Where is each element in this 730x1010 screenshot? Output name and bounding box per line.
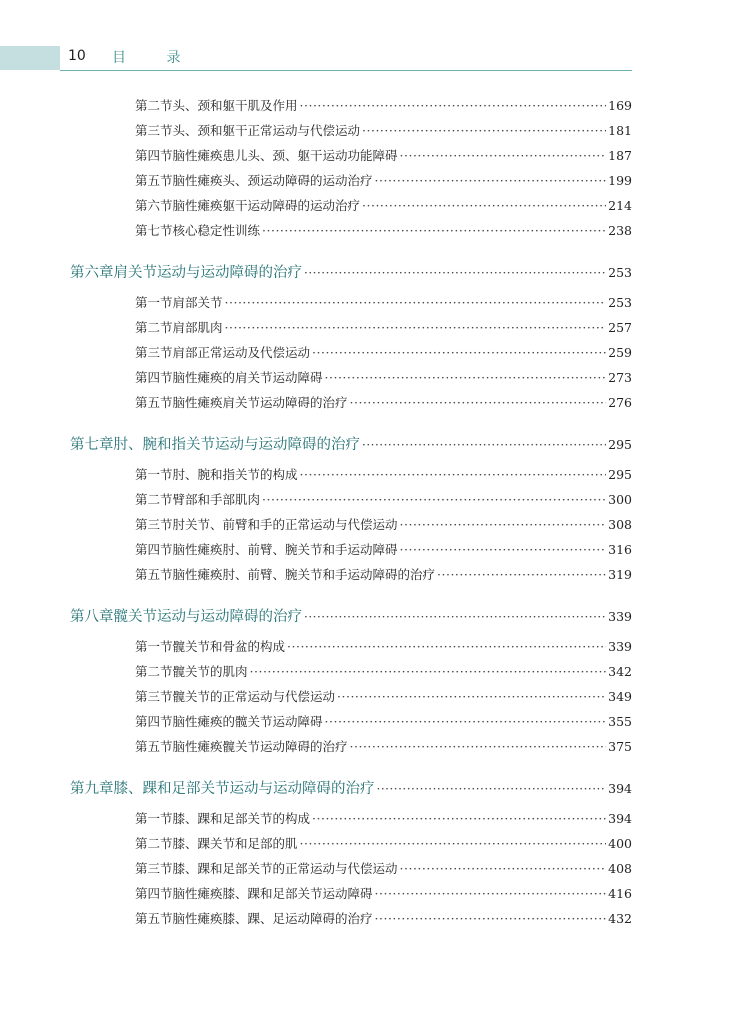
toc-entry-label: 第三节	[135, 345, 173, 360]
toc-section-entry[interactable]	[135, 196, 632, 214]
dot-leader	[262, 492, 606, 507]
toc-entry-page-number: 339	[608, 609, 632, 624]
toc-section-entry[interactable]	[135, 221, 632, 239]
toc-entry-page-number: 394	[608, 781, 632, 796]
dot-leader	[400, 517, 607, 532]
toc-chapter-entry[interactable]	[70, 433, 632, 453]
toc-entry-label: 第七节	[135, 223, 173, 238]
toc-entry-label: 第二节	[135, 492, 173, 507]
toc-entry-title: 脑性瘫痪头、颈运动障碍的运动治疗	[172, 173, 373, 188]
dot-leader	[250, 664, 607, 679]
toc-section-entry[interactable]	[135, 712, 632, 730]
toc-entry-page-number: 253	[608, 265, 632, 280]
toc-section-entry[interactable]	[135, 637, 632, 655]
dot-leader	[300, 467, 607, 482]
dot-leader	[225, 295, 607, 310]
toc-entry-title: 头、颈和躯干肌及作用	[172, 98, 298, 113]
toc-section-entry[interactable]	[135, 884, 632, 902]
toc-section-entry[interactable]	[135, 146, 632, 164]
toc-entry-page-number: 295	[608, 467, 632, 482]
toc-entry-page-number: 273	[608, 370, 632, 385]
toc-entry-page-number: 238	[608, 223, 632, 238]
toc-entry-title: 肩部正常运动及代偿运动	[172, 345, 311, 360]
toc-entry-page-number: 181	[608, 123, 632, 138]
toc-section-entry[interactable]	[135, 859, 632, 877]
dot-leader	[312, 811, 606, 826]
toc-chapter-entry[interactable]	[70, 605, 632, 625]
toc-entry-label: 第三节	[135, 689, 173, 704]
dot-leader	[225, 320, 607, 335]
toc-entry-label: 第四节	[135, 714, 173, 729]
toc-entry-title: 脑性瘫痪患儿头、颈、躯干运动功能障碍	[172, 148, 398, 163]
toc-entry-page-number: 214	[608, 198, 632, 213]
toc-section-entry[interactable]	[135, 171, 632, 189]
toc-entry-page-number: 253	[608, 295, 632, 310]
toc-section-entry[interactable]	[135, 318, 632, 336]
dot-leader	[304, 266, 606, 280]
toc-entry-label: 第二节	[135, 836, 173, 851]
toc-entry-label: 第五节	[135, 911, 173, 926]
toc-entry-label: 第八章	[70, 609, 114, 625]
toc-entry-label: 第一节	[135, 295, 173, 310]
toc-entry-title: 脑性瘫痪肘、前臂、腕关节和手运动障碍	[172, 542, 398, 557]
dot-leader	[437, 567, 606, 582]
header-accent-bar	[0, 46, 60, 70]
toc-section-entry[interactable]	[135, 490, 632, 508]
toc-entry-title: 肩部关节	[172, 295, 223, 310]
dot-leader	[312, 345, 606, 360]
dot-leader	[287, 639, 606, 654]
toc-entry-title: 脑性瘫痪躯干运动障碍的运动治疗	[172, 198, 361, 213]
toc-entry-title: 脑性瘫痪的髋关节运动障碍	[172, 714, 323, 729]
toc-entry-label: 第二节	[135, 664, 173, 679]
toc-entry-label: 第五节	[135, 567, 173, 582]
toc-entry-title: 脑性瘫痪肩关节运动障碍的治疗	[172, 395, 348, 410]
toc-entry-page-number: 375	[608, 739, 632, 754]
dot-leader	[362, 198, 606, 213]
dot-leader	[300, 98, 607, 113]
page-number: 10	[68, 48, 86, 64]
toc-entry-title: 脑性瘫痪的肩关节运动障碍	[172, 370, 323, 385]
dot-leader	[350, 395, 607, 410]
toc-entry-page-number: 355	[608, 714, 632, 729]
toc-entry-title: 髋关节运动与运动障碍的治疗	[113, 609, 302, 625]
toc-section-entry[interactable]	[135, 687, 632, 705]
toc-entry-page-number: 416	[608, 886, 632, 901]
dot-leader	[304, 610, 606, 624]
toc-entry-page-number: 169	[608, 98, 632, 113]
toc-section-entry[interactable]	[135, 96, 632, 114]
toc-section-entry[interactable]	[135, 343, 632, 361]
toc-entry-label: 第三节	[135, 517, 173, 532]
toc-section-entry[interactable]	[135, 565, 632, 583]
toc-entry-page-number: 316	[608, 542, 632, 557]
page-title: 目 录	[112, 50, 199, 66]
toc-entry-title: 肘、腕和指关节的构成	[172, 467, 298, 482]
toc-entry-page-number: 276	[608, 395, 632, 410]
toc-entry-label: 第七章	[70, 437, 114, 453]
toc-entry-page-number: 394	[608, 811, 632, 826]
toc-entry-page-number: 400	[608, 836, 632, 851]
dot-leader	[377, 782, 607, 796]
dot-leader	[362, 438, 606, 452]
dot-leader	[400, 542, 607, 557]
toc-section-entry[interactable]	[135, 540, 632, 558]
dot-leader	[262, 223, 606, 238]
toc-entry-label: 第五节	[135, 173, 173, 188]
dot-leader	[400, 148, 607, 163]
dot-leader	[350, 739, 607, 754]
toc-entry-label: 第五节	[135, 395, 173, 410]
toc-entry-label: 第九章	[70, 781, 114, 797]
dot-leader	[337, 689, 606, 704]
toc-entry-label: 第六节	[135, 198, 173, 213]
toc-entry-title: 肩关节运动与运动障碍的治疗	[113, 265, 302, 281]
toc-entry-page-number: 319	[608, 567, 632, 582]
dot-leader	[362, 123, 606, 138]
dot-leader	[375, 886, 607, 901]
toc-entry-title: 膝、踝和足部关节运动与运动障碍的治疗	[113, 781, 375, 797]
toc-entry-page-number: 187	[608, 148, 632, 163]
toc-entry-page-number: 295	[608, 437, 632, 452]
toc-section-entry[interactable]	[135, 662, 632, 680]
dot-leader	[325, 370, 607, 385]
toc-entry-title: 肘关节、前臂和手的正常运动与代偿运动	[172, 517, 398, 532]
toc-chapter-entry[interactable]	[70, 777, 632, 797]
toc-entry-page-number: 259	[608, 345, 632, 360]
toc-entry-title: 臂部和手部肌肉	[172, 492, 261, 507]
toc-entry-page-number: 342	[608, 664, 632, 679]
toc-section-entry[interactable]	[135, 834, 632, 852]
toc-entry-page-number: 257	[608, 320, 632, 335]
toc-entry-title: 脑性瘫痪肘、前臂、腕关节和手运动障碍的治疗	[172, 567, 436, 582]
toc-section-entry[interactable]	[135, 909, 632, 927]
toc-section-entry[interactable]	[135, 368, 632, 386]
toc-entry-title: 膝、踝和足部关节的构成	[172, 811, 311, 826]
toc-entry-title: 髋关节和骨盆的构成	[172, 639, 286, 654]
toc-entry-label: 第四节	[135, 148, 173, 163]
toc-entry-label: 第六章	[70, 265, 114, 281]
toc-section-entry[interactable]	[135, 393, 632, 411]
toc-entry-title: 核心稳定性训练	[172, 223, 261, 238]
toc-entry-title: 膝、踝关节和足部的肌	[172, 836, 298, 851]
dot-leader	[325, 714, 607, 729]
dot-leader	[400, 861, 607, 876]
toc-entry-page-number: 199	[608, 173, 632, 188]
toc-entry-page-number: 300	[608, 492, 632, 507]
toc-section-entry[interactable]	[135, 809, 632, 827]
toc-section-entry[interactable]	[135, 515, 632, 533]
toc-entry-label: 第三节	[135, 861, 173, 876]
dot-leader	[375, 173, 607, 188]
toc-entry-label: 第二节	[135, 98, 173, 113]
toc-entry-title: 脑性瘫痪膝、踝和足部关节运动障碍	[172, 886, 373, 901]
toc-entry-title: 髋关节的肌肉	[172, 664, 248, 679]
toc-section-entry[interactable]	[135, 293, 632, 311]
toc-chapter-entry[interactable]	[70, 261, 632, 281]
toc-entry-label: 第二节	[135, 320, 173, 335]
toc-entry-title: 脑性瘫痪膝、踝、足运动障碍的治疗	[172, 911, 373, 926]
toc-section-entry[interactable]	[135, 121, 632, 139]
toc-entry-label: 第三节	[135, 123, 173, 138]
toc-entry-label: 第四节	[135, 542, 173, 557]
dot-leader	[300, 836, 607, 851]
toc-entry-title: 膝、踝和足部关节的正常运动与代偿运动	[172, 861, 398, 876]
toc-entry-label: 第五节	[135, 739, 173, 754]
toc-entry-label: 第一节	[135, 467, 173, 482]
toc-entry-label: 第一节	[135, 639, 173, 654]
toc-entry-title: 髋关节的正常运动与代偿运动	[172, 689, 336, 704]
toc-entry-label: 第四节	[135, 370, 173, 385]
toc-entry-page-number: 432	[608, 911, 632, 926]
toc-entry-label: 第四节	[135, 886, 173, 901]
toc-entry-page-number: 339	[608, 639, 632, 654]
toc-section-entry[interactable]	[135, 737, 632, 755]
toc-section-entry[interactable]	[135, 465, 632, 483]
toc-entry-page-number: 308	[608, 517, 632, 532]
header-rule	[60, 70, 632, 71]
toc-entry-title: 脑性瘫痪髋关节运动障碍的治疗	[172, 739, 348, 754]
toc-entry-title: 肩部肌肉	[172, 320, 223, 335]
toc-entry-title: 头、颈和躯干正常运动与代偿运动	[172, 123, 361, 138]
toc-entry-page-number: 349	[608, 689, 632, 704]
dot-leader	[375, 911, 607, 926]
toc-entry-page-number: 408	[608, 861, 632, 876]
toc-entry-label: 第一节	[135, 811, 173, 826]
toc-entry-title: 肘、腕和指关节运动与运动障碍的治疗	[113, 437, 360, 453]
